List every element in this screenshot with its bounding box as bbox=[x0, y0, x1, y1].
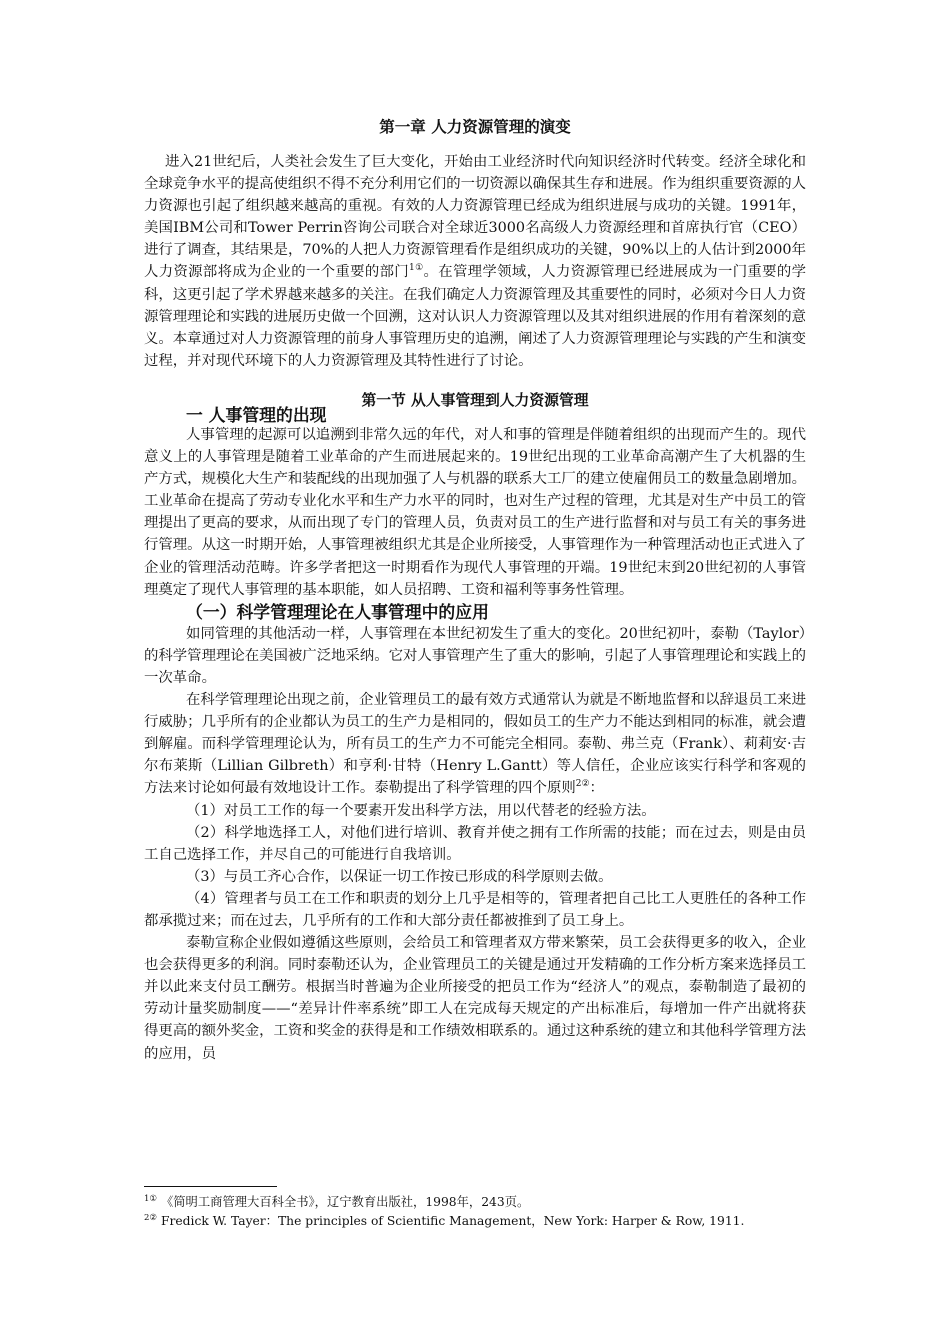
chapter-title: 第一章 人力资源管理的演变 bbox=[379, 117, 571, 136]
footnote-mark: 1① bbox=[144, 1193, 158, 1204]
section-title: 第一节 从人事管理到人力资源管理 bbox=[361, 391, 589, 409]
principle-4: （4）管理者与员工在工作和职责的划分上几乎是相等的，管理者把自己比工人更胜任的各种工作都承揽过来；而在过去，几乎所有的工作和大部分责任都被推到了员工身上。 bbox=[144, 890, 806, 929]
heading-scientific-management: （一）科学管理理论在人事管理中的应用 bbox=[186, 601, 489, 622]
intro-paragraph bbox=[144, 151, 806, 372]
footnote-mark: 2② bbox=[144, 1212, 158, 1223]
paragraph-origin: 人事管理的起源可以追溯到非常久远的年代，对人和事的管理是伴随着组织的出现而产生的。现代意义上的人事管理是随着工业革命的产生而进展起来的。19世纪出现的工业革命高潮产生了大机器的生产方式，规模化大生产和装配线的出现加强了人与机器的联系大工厂的建立使雇佣员工的数量急剧增加。工业革命在提高了劳动专业化水平和生产力水平的同时，也对生产过程的管理，尤其是对生产中员工的管理提出了更高的要求，从而出现了专门的管理人员，负责对员工的生产进行监督和对与员工有关的事务进行管理。从这一时期开始，人事管理被组织尤其是企业所接受，人事管理作为一种管理活动也正式进入了企业的管理活动范畴。许多学者把这一时期看作为现代人事管理的开端。19世纪末到20世纪初的人事管理奠定了现代人事管理的基本职能，如人员招聘、工资和福利等事务性管理。 bbox=[144, 426, 806, 598]
principle-2: （2）科学地选择工人，对他们进行培训、教育并使之拥有工作所需的技能；而在过去，则是由员工自己选择工作，并尽自己的可能进行自我培训。 bbox=[144, 824, 806, 863]
before-text-part2: ： bbox=[589, 780, 604, 797]
footnote-ref-2[interactable]: 2② bbox=[575, 779, 590, 790]
intro-text-part1: 进入21世纪后，人类社会发生了巨大变化，开始由工业经济时代向知识经济时代转变。经济全球化和全球竞争水平的提高使组织不得不充分利用它们的一切资源以确保其生存和进展。作为组织重要资源的人力资源也引起了组织越来越高的重视。有效的人力资源管理已经成为组织进展与成功的关键。1991年，美国IBM公司和Tower Perrin咨询公司联合对全球近3000名高级人力资源经理和首席执行官（CEO）进行了调查，其结果是，70%的人把人力资源管理看作是组织成功的关键，90%以上的人估计到2000年人力资源部将成为企业的一个重要的部门 bbox=[144, 154, 806, 281]
footnote-text: 《简明工商管理大百科全书》，辽宁教育出版社，1998年，243页。 bbox=[160, 1195, 530, 1209]
footnote-separator bbox=[144, 1186, 277, 1187]
paragraph-taylor-claim: 泰勒宣称企业假如遵循这些原则，会给员工和管理者双方带来繁荣，员工会获得更多的收入，企业也会获得更多的利润。同时泰勒还认为，企业管理员工的关键是通过开发精确的工作分析方案来选择员工并以此来支付员工酬劳。根据当时普遍为企业所接受的把员工作为“经济人”的观点，泰勒制造了最初的劳动计量奖励制度——“差异计件率系统”即工人在完成每天规定的产出标准后，每增加一件产出就将获得更高的额外奖金，工资和奖金的获得是和工作绩效相联系的。通过这种系统的建立和其他科学管理方法的应用，员 bbox=[144, 935, 806, 1062]
paragraph-taylor: 如同管理的其他活动一样，人事管理在本世纪初发生了重大的变化。20世纪初叶，泰勒（Taylor）的科学管理理论在美国被广泛地采纳。它对人事管理产生了重大的影响，引起了人事管理理论和实践上的一次革命。 bbox=[144, 625, 806, 686]
footnote-text: Fredick W. Tayer：The principles of Scientific Management，New York: Harper & Row, 1911. bbox=[160, 1214, 745, 1228]
principle-3: （3）与员工齐心合作，以保证一切工作按已形成的科学原则去做。 bbox=[186, 868, 613, 885]
paragraph-before-scientific bbox=[144, 689, 806, 799]
principle-1: （1）对员工工作的每一个要素开发出科学方法，用以代替老的经验方法。 bbox=[186, 802, 656, 819]
before-text-part1: 在科学管理理论出现之前，企业管理员工的最有效方式通常认为就是不断地监督和以辞退员工来进行威胁；几乎所有的企业都认为员工的生产力是相同的，假如员工的生产力不能达到相同的标准，就会遭到解雇。而科学管理理论认为，所有员工的生产力不可能完全相同。泰勒、弗兰克（Frank）、莉莉安·吉尔布莱斯（Lillian Gilbreth）和亨利·甘特（Henry L.Gantt）等人信任，企业应该实行科学和客观的方法来讨论如何最有效地设计工作。泰勒提出了科学管理的四个原则 bbox=[144, 692, 806, 797]
heading-personnel-emergence: 一 人事管理的出现 bbox=[186, 404, 327, 425]
footnote-2 bbox=[144, 1212, 844, 1231]
footnotes bbox=[144, 1193, 844, 1231]
footnote-ref-1[interactable]: 1① bbox=[409, 263, 424, 274]
body-text bbox=[144, 116, 806, 1065]
intro-text-part2: 。在管理学领域，人力资源管理已经进展成为一门重要的学科，这更引起了学术界越来越多的关注。在我们确定人力资源管理及其重要性的同时，必须对今日人力资源管理理论和实践的进展历史做一个回溯，这对认识人力资源管理以及其对组织进展的作用有着深刻的意义。本章通过对人力资源管理的前身人事管理历史的追溯，阐述了人力资源管理理论与实践的产生和演变过程，并对现代环境下的人力资源管理及其特性进行了讨论。 bbox=[144, 264, 806, 369]
footnote-1 bbox=[144, 1193, 844, 1212]
